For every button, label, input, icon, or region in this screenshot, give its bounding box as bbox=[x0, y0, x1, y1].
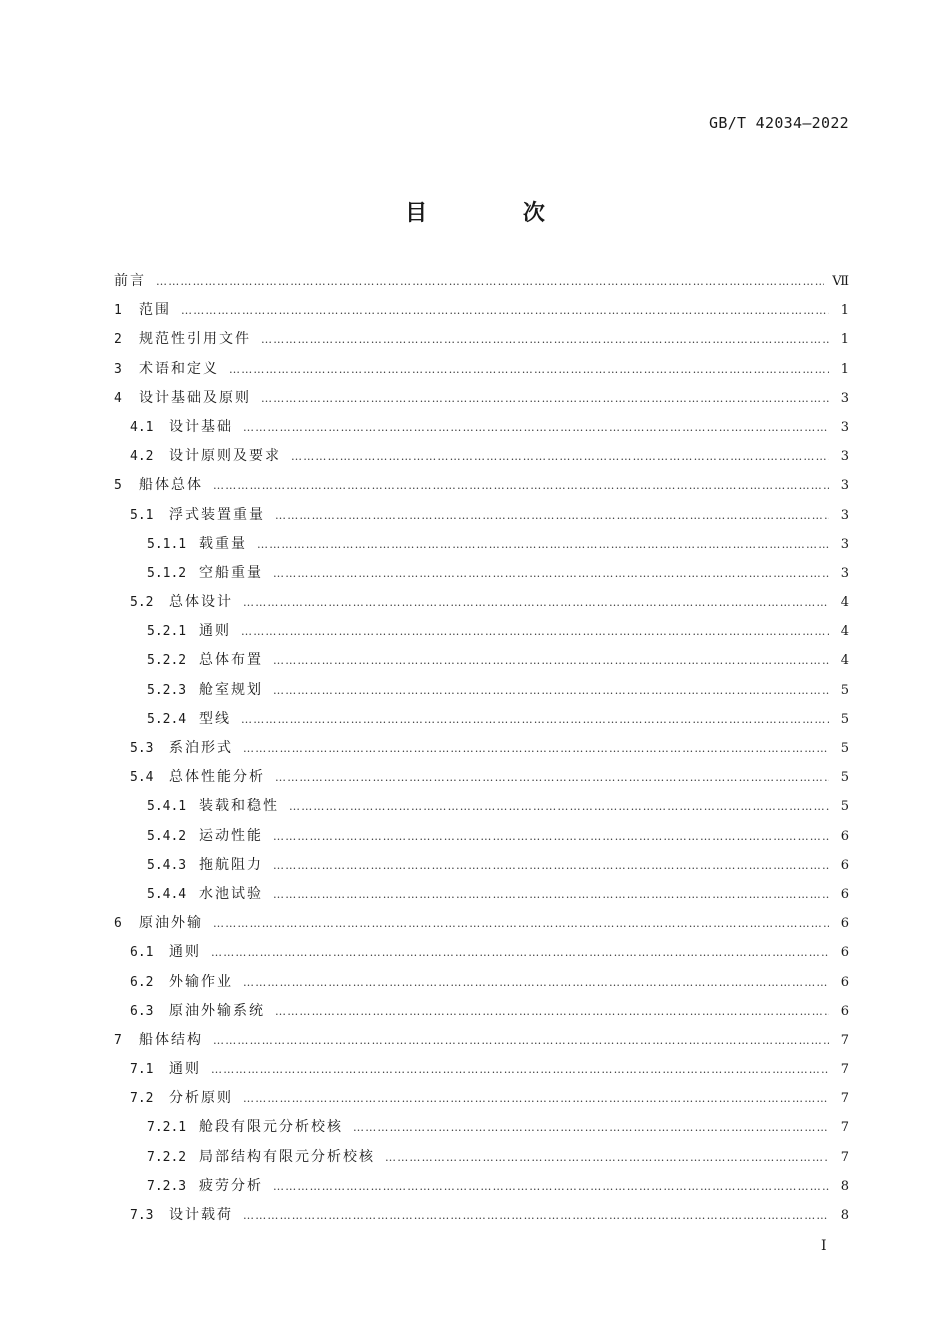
toc-leader-dots bbox=[213, 1034, 829, 1047]
table-of-contents bbox=[114, 270, 849, 1233]
toc-entry-number: 2 bbox=[114, 332, 122, 348]
toc-entry-number: 7.1 bbox=[130, 1062, 154, 1078]
toc-leader-dots bbox=[213, 479, 829, 492]
toc-leader-dots bbox=[353, 1121, 829, 1134]
toc-entry-page: 6 bbox=[840, 1003, 849, 1019]
toc-entry[interactable] bbox=[114, 416, 849, 445]
standard-code: GB/T 42034—2022 bbox=[709, 114, 849, 132]
toc-entry-title: 分析原则 bbox=[169, 1090, 233, 1107]
toc-leader-dots bbox=[261, 392, 829, 405]
toc-entry-number: 5.1.2 bbox=[147, 565, 187, 581]
toc-entry-number: 7.2.3 bbox=[147, 1178, 187, 1194]
toc-entry-number: 5.2 bbox=[130, 595, 154, 611]
toc-entry-title: 船体总体 bbox=[139, 477, 203, 494]
toc-entry-page: Ⅶ bbox=[832, 274, 849, 289]
toc-entry-title: 浮式装置重量 bbox=[169, 506, 265, 523]
toc-entry-title: 运动性能 bbox=[199, 827, 263, 844]
toc-entry-page: 7 bbox=[840, 1062, 849, 1078]
toc-leader-dots bbox=[156, 275, 824, 288]
toc-leader-dots bbox=[243, 421, 829, 434]
toc-entry-title: 总体布置 bbox=[199, 652, 263, 669]
toc-entry-page: 7 bbox=[840, 1032, 849, 1048]
toc-entry-page: 3 bbox=[840, 390, 849, 406]
toc-entry-page: 3 bbox=[840, 565, 849, 581]
toc-entry-number: 6.3 bbox=[130, 1003, 154, 1019]
toc-entry-page: 5 bbox=[840, 682, 849, 698]
toc-entry-title: 局部结构有限元分析校核 bbox=[199, 1148, 375, 1165]
toc-entry-number: 6 bbox=[114, 916, 122, 932]
toc-entry-page: 6 bbox=[840, 828, 849, 844]
toc-entry[interactable] bbox=[114, 825, 849, 854]
toc-entry-number: 5 bbox=[114, 478, 122, 494]
page-title: 目 次 bbox=[405, 201, 589, 226]
page-number: I bbox=[821, 1238, 827, 1254]
toc-entry[interactable] bbox=[114, 1146, 849, 1175]
toc-entry-number: 4 bbox=[114, 390, 122, 406]
toc-entry-page: 5 bbox=[840, 741, 849, 756]
toc-entry-number: 4.2 bbox=[130, 449, 154, 465]
toc-entry[interactable] bbox=[114, 737, 849, 766]
toc-entry-page: 5 bbox=[840, 770, 849, 786]
toc-entry-page: 7 bbox=[840, 1149, 849, 1165]
toc-entry-title: 设计基础及原则 bbox=[139, 389, 251, 406]
toc-entry[interactable] bbox=[114, 795, 849, 824]
toc-entry-number: 4.1 bbox=[130, 419, 154, 435]
toc-entry-title: 载重量 bbox=[199, 535, 247, 552]
toc-entry[interactable] bbox=[114, 1116, 849, 1145]
toc-entry[interactable] bbox=[114, 766, 849, 795]
toc-leader-dots bbox=[291, 450, 829, 463]
toc-entry-title: 外输作业 bbox=[169, 973, 233, 990]
toc-leader-dots bbox=[273, 888, 829, 901]
toc-leader-dots bbox=[241, 625, 829, 638]
toc-entry-number: 1 bbox=[114, 303, 122, 319]
toc-entry-number: 3 bbox=[114, 361, 122, 377]
toc-entry-number: 5.1 bbox=[130, 507, 154, 523]
toc-entry-page: 5 bbox=[840, 799, 849, 815]
toc-entry[interactable] bbox=[114, 679, 849, 708]
toc-entry-page: 6 bbox=[840, 974, 849, 990]
toc-leader-dots bbox=[273, 1180, 829, 1193]
toc-entry-title: 拖航阻力 bbox=[199, 856, 263, 873]
toc-entry[interactable] bbox=[114, 533, 849, 562]
toc-entry-page: 6 bbox=[840, 857, 849, 873]
toc-entry[interactable] bbox=[114, 445, 849, 474]
toc-leader-dots bbox=[289, 800, 829, 813]
toc-entry[interactable] bbox=[114, 1000, 849, 1029]
toc-entry-page: 6 bbox=[840, 945, 849, 961]
toc-entry[interactable] bbox=[114, 591, 849, 620]
toc-entry-page: 7 bbox=[840, 1091, 849, 1107]
toc-entry[interactable] bbox=[114, 474, 849, 503]
toc-entry-number: 5.2.3 bbox=[147, 682, 187, 698]
toc-entry-title: 通则 bbox=[169, 944, 201, 961]
toc-leader-dots bbox=[273, 567, 829, 580]
toc-entry[interactable] bbox=[114, 883, 849, 912]
toc-leader-dots bbox=[229, 363, 829, 376]
toc-entry-page: 7 bbox=[840, 1120, 849, 1136]
toc-entry-page: 1 bbox=[840, 303, 849, 319]
toc-entry[interactable] bbox=[114, 620, 849, 649]
toc-entry-number: 7.2.1 bbox=[147, 1120, 187, 1136]
toc-entry[interactable] bbox=[114, 1204, 849, 1233]
toc-entry-page: 1 bbox=[840, 361, 849, 377]
toc-entry[interactable] bbox=[114, 299, 849, 328]
toc-entry-number: 5.4.2 bbox=[147, 828, 187, 844]
toc-entry-title: 型线 bbox=[199, 710, 231, 727]
toc-entry-page: 6 bbox=[840, 886, 849, 902]
toc-entry[interactable] bbox=[114, 504, 849, 533]
toc-leader-dots bbox=[243, 1209, 829, 1222]
toc-leader-dots bbox=[241, 713, 829, 726]
toc-leader-dots bbox=[273, 684, 829, 697]
toc-entry-number: 7 bbox=[114, 1032, 122, 1048]
toc-leader-dots bbox=[261, 333, 829, 346]
toc-entry-title: 前言 bbox=[114, 273, 146, 289]
toc-entry[interactable] bbox=[114, 912, 849, 941]
toc-entry-title: 舱室规划 bbox=[199, 681, 263, 698]
toc-entry[interactable] bbox=[114, 270, 849, 299]
toc-leader-dots bbox=[257, 538, 829, 551]
toc-entry[interactable] bbox=[114, 1087, 849, 1116]
toc-entry[interactable] bbox=[114, 1175, 849, 1204]
toc-entry[interactable] bbox=[114, 941, 849, 970]
toc-entry-page: 1 bbox=[840, 332, 849, 348]
toc-entry-title: 通则 bbox=[169, 1061, 201, 1078]
toc-entry[interactable] bbox=[114, 708, 849, 737]
toc-entry-page: 3 bbox=[840, 449, 849, 465]
toc-entry-title: 范围 bbox=[139, 302, 171, 319]
toc-leader-dots bbox=[211, 1063, 829, 1076]
toc-entry-page: 3 bbox=[840, 536, 849, 552]
toc-entry-title: 水池试验 bbox=[199, 885, 263, 902]
toc-entry[interactable] bbox=[114, 562, 849, 591]
toc-leader-dots bbox=[275, 1005, 829, 1018]
toc-entry[interactable] bbox=[114, 328, 849, 357]
toc-entry-title: 规范性引用文件 bbox=[139, 331, 251, 348]
toc-entry-title: 设计基础 bbox=[169, 418, 233, 435]
toc-entry[interactable] bbox=[114, 1058, 849, 1087]
toc-entry-page: 4 bbox=[840, 595, 849, 611]
toc-entry-number: 5.2.2 bbox=[147, 653, 187, 669]
toc-leader-dots bbox=[275, 509, 829, 522]
toc-entry[interactable] bbox=[114, 358, 849, 387]
toc-leader-dots bbox=[243, 976, 829, 989]
toc-entry-number: 7.3 bbox=[130, 1208, 154, 1223]
toc-entry[interactable] bbox=[114, 387, 849, 416]
toc-entry-page: 8 bbox=[840, 1208, 849, 1223]
toc-leader-dots bbox=[385, 1151, 829, 1164]
toc-leader-dots bbox=[273, 859, 829, 872]
toc-entry-page: 4 bbox=[840, 624, 849, 640]
toc-entry-title: 疲劳分析 bbox=[199, 1177, 263, 1194]
toc-entry-number: 5.4.3 bbox=[147, 857, 187, 873]
toc-entry-number: 6.2 bbox=[130, 974, 154, 990]
toc-leader-dots bbox=[243, 596, 829, 609]
toc-entry-title: 舱段有限元分析校核 bbox=[199, 1119, 343, 1136]
toc-leader-dots bbox=[243, 742, 829, 755]
toc-entry[interactable] bbox=[114, 1029, 849, 1058]
toc-entry-number: 5.1.1 bbox=[147, 536, 187, 552]
toc-entry-title: 原油外输 bbox=[139, 915, 203, 932]
toc-entry-title: 船体结构 bbox=[139, 1031, 203, 1048]
toc-entry-title: 设计原则及要求 bbox=[169, 448, 281, 465]
toc-entry-title: 装载和稳性 bbox=[199, 798, 279, 815]
toc-entry-page: 8 bbox=[840, 1178, 849, 1194]
toc-entry-page: 3 bbox=[840, 478, 849, 494]
toc-entry-number: 5.4 bbox=[130, 770, 154, 786]
toc-leader-dots bbox=[181, 304, 829, 317]
toc-entry-title: 通则 bbox=[199, 623, 231, 640]
toc-entry-number: 6.1 bbox=[130, 945, 154, 961]
toc-entry-number: 5.2.1 bbox=[147, 624, 187, 640]
toc-entry[interactable] bbox=[114, 971, 849, 1000]
toc-entry-number: 7.2.2 bbox=[147, 1149, 187, 1165]
toc-entry-page: 3 bbox=[840, 419, 849, 435]
toc-leader-dots bbox=[213, 917, 829, 930]
toc-leader-dots bbox=[211, 946, 829, 959]
toc-entry-title: 总体设计 bbox=[169, 594, 233, 611]
toc-entry-title: 系泊形式 bbox=[169, 740, 233, 756]
toc-leader-dots bbox=[273, 654, 829, 667]
toc-entry-title: 术语和定义 bbox=[139, 360, 219, 377]
toc-entry-number: 7.2 bbox=[130, 1091, 154, 1107]
toc-entry-title: 空船重量 bbox=[199, 564, 263, 581]
toc-entry-number: 5.2.4 bbox=[147, 711, 187, 727]
toc-entry-page: 6 bbox=[840, 916, 849, 932]
toc-entry-number: 5.4.4 bbox=[147, 886, 187, 902]
toc-entry-title: 设计载荷 bbox=[169, 1207, 233, 1223]
toc-entry-number: 5.4.1 bbox=[147, 799, 187, 815]
toc-entry-title: 总体性能分析 bbox=[169, 769, 265, 786]
toc-leader-dots bbox=[275, 771, 829, 784]
toc-entry-page: 3 bbox=[840, 507, 849, 523]
toc-entry-page: 5 bbox=[840, 711, 849, 727]
toc-entry-title: 原油外输系统 bbox=[169, 1002, 265, 1019]
toc-leader-dots bbox=[243, 1092, 829, 1105]
toc-entry-page: 4 bbox=[840, 653, 849, 669]
toc-entry[interactable] bbox=[114, 854, 849, 883]
toc-entry[interactable] bbox=[114, 649, 849, 678]
toc-leader-dots bbox=[273, 830, 829, 843]
toc-entry-number: 5.3 bbox=[130, 741, 154, 756]
